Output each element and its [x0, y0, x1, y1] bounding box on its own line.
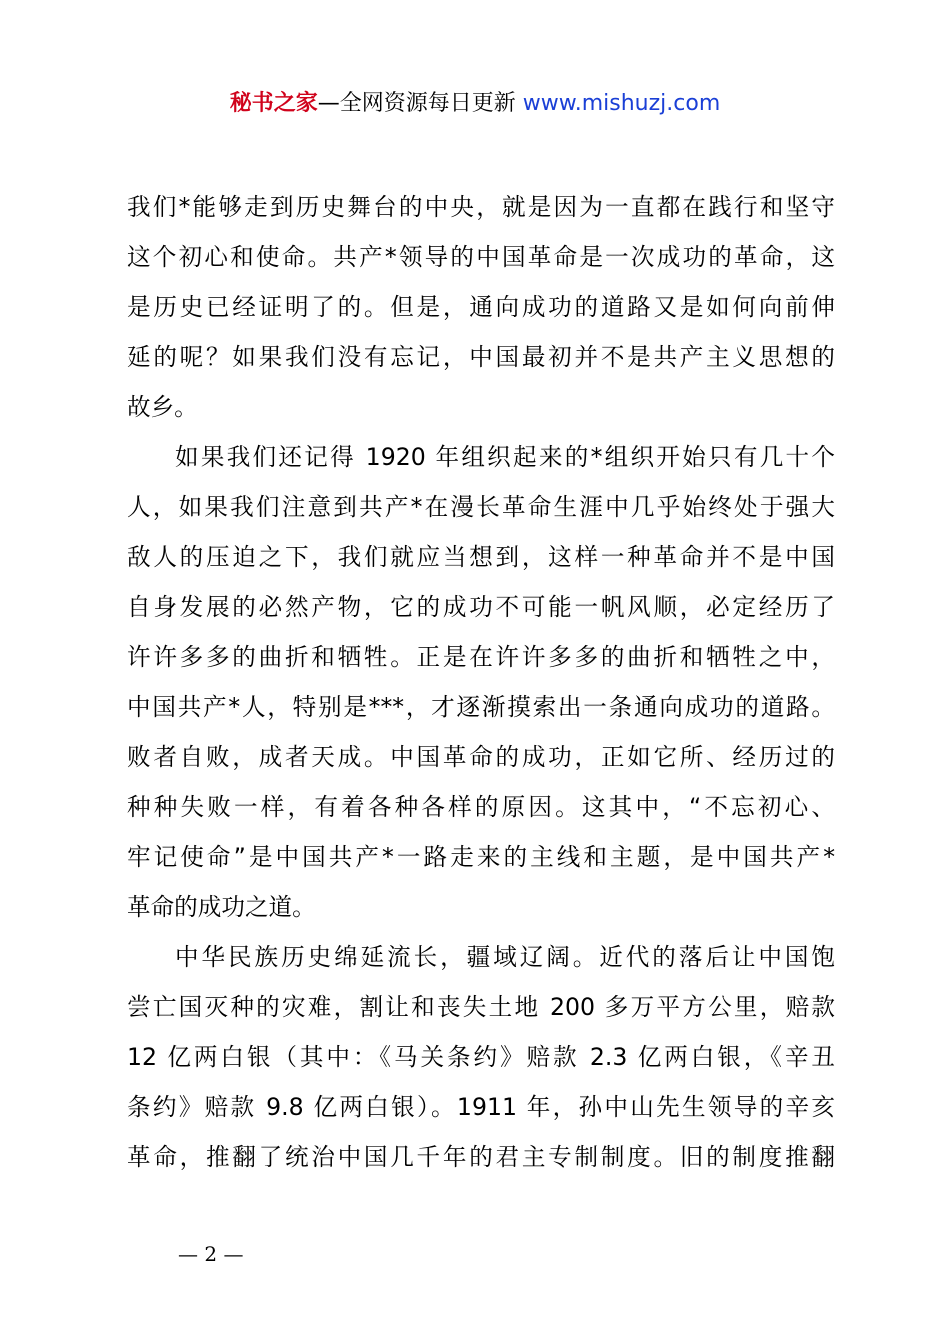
site-url-link[interactable]: www.mishuzj.com [522, 91, 721, 116]
paragraph-line: 我们*能够走到历史舞台的中央，就是因为一直都在践行和坚守 [127, 193, 835, 221]
paragraph-line: 牢记使命”是中国共产*一路走来的主线和主题，是中国共产* [127, 843, 835, 871]
paragraph-line: 中国共产*人，特别是***，才逐渐摸索出一条通向成功的道路。 [127, 693, 835, 721]
paragraph-1 [127, 182, 835, 432]
paragraph-line: 故乡。 [127, 393, 198, 421]
document-body [127, 182, 835, 1182]
paragraph-line: 如果我们还记得 1920 年组织起来的*组织开始只有几十个 [175, 443, 835, 471]
paragraph-line: 革命的成功之道。 [127, 893, 316, 921]
paragraph-line: 革命，推翻了统治中国几千年的君主专制制度。旧的制度推翻 [127, 1143, 835, 1171]
paragraph-line: 种种失败一样，有着各种各样的原因。这其中，“不忘初心、 [127, 793, 835, 821]
paragraph-line: 延的呢？如果我们没有忘记，中国最初并不是共产主义思想的 [127, 343, 835, 371]
paragraph-line: 许许多多的曲折和牺牲。正是在许许多多的曲折和牺牲之中， [127, 643, 835, 671]
paragraph-line: 人，如果我们注意到共产*在漫长革命生涯中几乎始终处于强大 [127, 493, 835, 521]
header-tagline: —全网资源每日更新 [317, 91, 516, 116]
paragraph-line: 是历史已经证明了的。但是，通向成功的道路又是如何向前伸 [127, 293, 835, 321]
paragraph-line: 自身发展的必然产物，它的成功不可能一帆风顺，必定经历了 [127, 593, 835, 621]
paragraph-line: 敌人的压迫之下，我们就应当想到，这样一种革命并不是中国 [127, 543, 835, 571]
paragraph-3 [127, 932, 835, 1182]
paragraph-2 [127, 432, 835, 932]
paragraph-line: 12 亿两白银（其中：《马关条约》赔款 2.3 亿两白银，《辛丑 [127, 1043, 835, 1071]
page-number: — 2 — [178, 1242, 244, 1266]
paragraph-line: 败者自败，成者天成。中国革命的成功，正如它所、经历过的 [127, 743, 835, 771]
paragraph-line: 尝亡国灭种的灾难，割让和丧失土地 200 多万平方公里，赔款 [127, 993, 835, 1021]
paragraph-line: 这个初心和使命。共产*领导的中国革命是一次成功的革命，这 [127, 243, 835, 271]
brand-name: 秘书之家 [229, 91, 318, 116]
paragraph-line: 条约》赔款 9.8 亿两白银）。1911 年，孙中山先生领导的辛亥 [127, 1093, 835, 1121]
paragraph-line: 中华民族历史绵延流长，疆域辽阔。近代的落后让中国饱 [175, 943, 835, 971]
site-header [0, 88, 950, 120]
